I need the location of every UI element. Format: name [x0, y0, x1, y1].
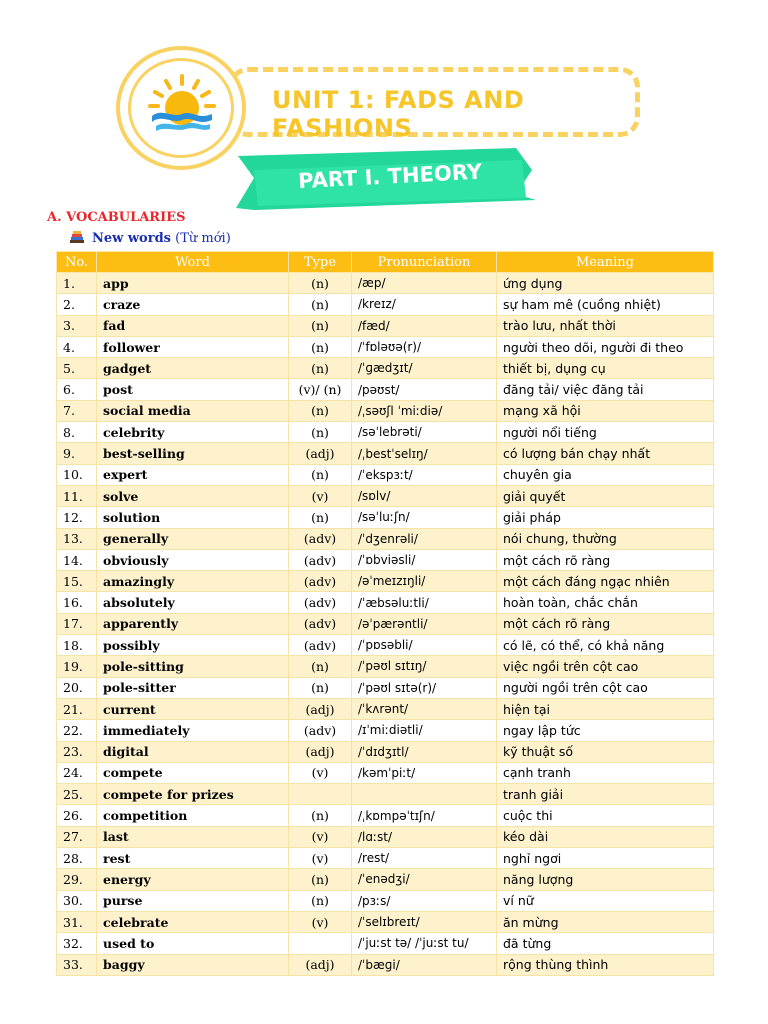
cell-pronunciation: /rest/: [352, 848, 497, 869]
cell-no: 29.: [57, 869, 97, 890]
cell-type: (n): [289, 677, 352, 698]
cell-pronunciation: /ˈjuːst tə/ /ˈjuːst tu/: [352, 933, 497, 954]
cell-meaning: một cách rõ ràng: [497, 549, 714, 570]
cell-meaning: năng lượng: [497, 869, 714, 890]
cell-no: 13.: [57, 528, 97, 549]
cell-word: post: [97, 379, 289, 400]
cell-meaning: ví nữ: [497, 890, 714, 911]
cell-no: 27.: [57, 826, 97, 847]
cell-no: 21.: [57, 698, 97, 719]
cell-word: rest: [97, 848, 289, 869]
table-row: [57, 933, 714, 954]
cell-no: 26.: [57, 805, 97, 826]
cell-no: 5.: [57, 358, 97, 379]
cell-word: generally: [97, 528, 289, 549]
table-row: [57, 911, 714, 932]
cell-meaning: ăn mừng: [497, 911, 714, 932]
cell-no: 7.: [57, 400, 97, 421]
cell-type: (n): [289, 273, 352, 294]
header-word: Word: [97, 252, 289, 273]
cell-no: 12.: [57, 507, 97, 528]
table-row: [57, 571, 714, 592]
cell-word: amazingly: [97, 571, 289, 592]
header-type: Type: [289, 252, 352, 273]
cell-type: (n): [289, 656, 352, 677]
table-row: [57, 720, 714, 741]
cell-word: competition: [97, 805, 289, 826]
cell-type: [289, 933, 352, 954]
cell-word: current: [97, 698, 289, 719]
cell-no: 3.: [57, 315, 97, 336]
table-row: [57, 379, 714, 400]
cell-meaning: chuyên gia: [497, 464, 714, 485]
cell-type: (adj): [289, 698, 352, 719]
cell-no: 20.: [57, 677, 97, 698]
cell-meaning: người nổi tiếng: [497, 422, 714, 443]
cell-word: solve: [97, 485, 289, 506]
cell-no: 14.: [57, 549, 97, 570]
cell-pronunciation: /ˈdɪdʒɪtl/: [352, 741, 497, 762]
cell-meaning: rộng thùng thình: [497, 954, 714, 975]
table-row: [57, 315, 714, 336]
cell-pronunciation: /ˌbestˈselɪŋ/: [352, 443, 497, 464]
header-meaning: Meaning: [497, 252, 714, 273]
cell-type: (adv): [289, 720, 352, 741]
cell-pronunciation: /əˈmeɪzɪŋli/: [352, 571, 497, 592]
cell-type: (adj): [289, 954, 352, 975]
cell-type: (adv): [289, 613, 352, 634]
cell-word: possibly: [97, 635, 289, 656]
cell-no: 6.: [57, 379, 97, 400]
cell-pronunciation: /kəmˈpiːt/: [352, 762, 497, 783]
cell-pronunciation: /æp/: [352, 273, 497, 294]
cell-type: (n): [289, 315, 352, 336]
cell-type: (adv): [289, 528, 352, 549]
cell-word: pole-sitting: [97, 656, 289, 677]
cell-type: (adv): [289, 592, 352, 613]
cell-meaning: hiện tại: [497, 698, 714, 719]
table-row: [57, 954, 714, 975]
cell-no: 23.: [57, 741, 97, 762]
cell-no: 33.: [57, 954, 97, 975]
cell-type: (v): [289, 911, 352, 932]
table-row: [57, 549, 714, 570]
cell-type: (v): [289, 848, 352, 869]
cell-no: 15.: [57, 571, 97, 592]
cell-meaning: sự ham mê (cuồng nhiệt): [497, 294, 714, 315]
table-row: [57, 400, 714, 421]
new-words-sub: (Từ mới): [175, 231, 231, 246]
cell-type: (adv): [289, 549, 352, 570]
cell-word: solution: [97, 507, 289, 528]
cell-word: gadget: [97, 358, 289, 379]
table-row: [57, 890, 714, 911]
cell-type: (adj): [289, 741, 352, 762]
table-row: [57, 528, 714, 549]
cell-no: 9.: [57, 443, 97, 464]
cell-word: obviously: [97, 549, 289, 570]
section-title: A. VOCABULARIES: [47, 210, 186, 225]
cell-pronunciation: /ˈkʌrənt/: [352, 698, 497, 719]
table-row: [57, 826, 714, 847]
cell-no: 30.: [57, 890, 97, 911]
table-row: [57, 869, 714, 890]
cell-no: 19.: [57, 656, 97, 677]
cell-type: (n): [289, 400, 352, 421]
cell-pronunciation: [352, 784, 497, 805]
cell-pronunciation: /ˈbæɡi/: [352, 954, 497, 975]
cell-no: 31.: [57, 911, 97, 932]
cell-type: (n): [289, 890, 352, 911]
cell-no: 17.: [57, 613, 97, 634]
cell-pronunciation: /səˈlebrəti/: [352, 422, 497, 443]
cell-meaning: hoàn toàn, chắc chắn: [497, 592, 714, 613]
table-row: [57, 336, 714, 357]
cell-type: (v): [289, 485, 352, 506]
cell-meaning: tranh giải: [497, 784, 714, 805]
table-row: [57, 464, 714, 485]
cell-no: 4.: [57, 336, 97, 357]
cell-pronunciation: /əˈpærəntli/: [352, 613, 497, 634]
cell-word: best-selling: [97, 443, 289, 464]
cell-pronunciation: /səˈluːʃn/: [352, 507, 497, 528]
cell-pronunciation: /ˈekspɜːt/: [352, 464, 497, 485]
unit-title: UNIT 1: FADS AND FASHIONS: [272, 86, 525, 142]
cell-meaning: ngay lập tức: [497, 720, 714, 741]
cell-word: craze: [97, 294, 289, 315]
cell-word: absolutely: [97, 592, 289, 613]
cell-no: 24.: [57, 762, 97, 783]
cell-pronunciation: /kreɪz/: [352, 294, 497, 315]
cell-word: purse: [97, 890, 289, 911]
cell-word: celebrity: [97, 422, 289, 443]
table-row: [57, 485, 714, 506]
cell-word: app: [97, 273, 289, 294]
table-row: [57, 741, 714, 762]
cell-meaning: giải pháp: [497, 507, 714, 528]
cell-word: pole-sitter: [97, 677, 289, 698]
cell-type: (adv): [289, 571, 352, 592]
table-row: [57, 698, 714, 719]
cell-no: 10.: [57, 464, 97, 485]
table-row: [57, 762, 714, 783]
cell-no: 8.: [57, 422, 97, 443]
cell-pronunciation: /ˌkɒmpəˈtɪʃn/: [352, 805, 497, 826]
cell-no: 18.: [57, 635, 97, 656]
cell-word: immediately: [97, 720, 289, 741]
cell-pronunciation: /fæd/: [352, 315, 497, 336]
cell-pronunciation: /ˈdʒenrəli/: [352, 528, 497, 549]
book-icon: [70, 231, 84, 243]
table-row: [57, 422, 714, 443]
table-row: [57, 656, 714, 677]
cell-pronunciation: /ˈæbsəluːtli/: [352, 592, 497, 613]
cell-meaning: trào lưu, nhất thời: [497, 315, 714, 336]
cell-meaning: cạnh tranh: [497, 762, 714, 783]
cell-meaning: kỹ thuật số: [497, 741, 714, 762]
cell-pronunciation: /sɒlv/: [352, 485, 497, 506]
cell-no: 22.: [57, 720, 97, 741]
cell-word: last: [97, 826, 289, 847]
cell-no: 11.: [57, 485, 97, 506]
cell-type: (n): [289, 507, 352, 528]
table-header-row: [57, 252, 714, 273]
table-row: [57, 294, 714, 315]
table-row: [57, 784, 714, 805]
cell-meaning: mạng xã hội: [497, 400, 714, 421]
cell-type: (n): [289, 464, 352, 485]
cell-meaning: một cách rõ ràng: [497, 613, 714, 634]
cell-word: follower: [97, 336, 289, 357]
table-row: [57, 635, 714, 656]
cell-meaning: ứng dụng: [497, 273, 714, 294]
cell-word: compete: [97, 762, 289, 783]
cell-meaning: nghỉ ngơi: [497, 848, 714, 869]
cell-type: (n): [289, 422, 352, 443]
cell-pronunciation: /pɜːs/: [352, 890, 497, 911]
table-row: [57, 677, 714, 698]
cell-no: 32.: [57, 933, 97, 954]
cell-type: (n): [289, 869, 352, 890]
cell-meaning: nói chung, thường: [497, 528, 714, 549]
new-words-label: New words: [92, 231, 171, 246]
cell-word: baggy: [97, 954, 289, 975]
cell-word: celebrate: [97, 911, 289, 932]
table-row: [57, 613, 714, 634]
table-row: [57, 805, 714, 826]
cell-word: expert: [97, 464, 289, 485]
cell-pronunciation: /ˈfɒləʊə(r)/: [352, 336, 497, 357]
cell-word: social media: [97, 400, 289, 421]
table-row: [57, 358, 714, 379]
cell-meaning: một cách đáng ngạc nhiên: [497, 571, 714, 592]
cell-type: [289, 784, 352, 805]
cell-pronunciation: /ɪˈmiːdiətli/: [352, 720, 497, 741]
sun-wave-logo-icon: [146, 74, 218, 134]
cell-pronunciation: /ˈpəʊl sɪtə(r)/: [352, 677, 497, 698]
cell-type: (n): [289, 805, 352, 826]
cell-meaning: thiết bị, dụng cụ: [497, 358, 714, 379]
cell-meaning: giải quyết: [497, 485, 714, 506]
table-row: [57, 848, 714, 869]
new-words-heading: [70, 231, 231, 246]
cell-no: 1.: [57, 273, 97, 294]
cell-pronunciation: /pəʊst/: [352, 379, 497, 400]
cell-word: fad: [97, 315, 289, 336]
cell-meaning: việc ngồi trên cột cao: [497, 656, 714, 677]
cell-type: (v): [289, 762, 352, 783]
cell-meaning: cuộc thi: [497, 805, 714, 826]
cell-word: compete for prizes: [97, 784, 289, 805]
cell-no: 25.: [57, 784, 97, 805]
cell-pronunciation: /ˈselɪbreɪt/: [352, 911, 497, 932]
cell-meaning: đăng tải/ việc đăng tải: [497, 379, 714, 400]
cell-pronunciation: /lɑːst/: [352, 826, 497, 847]
vocabulary-table: [56, 251, 714, 976]
part-title: PART I. THEORY: [297, 159, 483, 194]
cell-pronunciation: /ˌsəʊʃl ˈmiːdiə/: [352, 400, 497, 421]
cell-meaning: người ngồi trên cột cao: [497, 677, 714, 698]
cell-type: (v)/ (n): [289, 379, 352, 400]
table-row: [57, 592, 714, 613]
cell-meaning: người theo dõi, người đi theo: [497, 336, 714, 357]
cell-meaning: đã từng: [497, 933, 714, 954]
cell-word: energy: [97, 869, 289, 890]
cell-type: (n): [289, 336, 352, 357]
cell-word: digital: [97, 741, 289, 762]
table-row: [57, 273, 714, 294]
cell-type: (adj): [289, 443, 352, 464]
cell-meaning: có lượng bán chạy nhất: [497, 443, 714, 464]
cell-no: 28.: [57, 848, 97, 869]
cell-word: used to: [97, 933, 289, 954]
cell-pronunciation: /ˈɡædʒɪt/: [352, 358, 497, 379]
table-row: [57, 507, 714, 528]
cell-type: (n): [289, 294, 352, 315]
cell-word: apparently: [97, 613, 289, 634]
cell-pronunciation: /ˈpɒsəbli/: [352, 635, 497, 656]
header-no: No.: [57, 252, 97, 273]
cell-type: (adv): [289, 635, 352, 656]
cell-pronunciation: /ˈpəʊl sɪtɪŋ/: [352, 656, 497, 677]
cell-no: 2.: [57, 294, 97, 315]
cell-pronunciation: /ˈɒbviəsli/: [352, 549, 497, 570]
cell-no: 16.: [57, 592, 97, 613]
cell-type: (v): [289, 826, 352, 847]
cell-meaning: kéo dài: [497, 826, 714, 847]
header-pronunciation: Pronunciation: [352, 252, 497, 273]
cell-type: (n): [289, 358, 352, 379]
table-row: [57, 443, 714, 464]
cell-pronunciation: /ˈenədʒi/: [352, 869, 497, 890]
cell-meaning: có lẽ, có thể, có khả năng: [497, 635, 714, 656]
